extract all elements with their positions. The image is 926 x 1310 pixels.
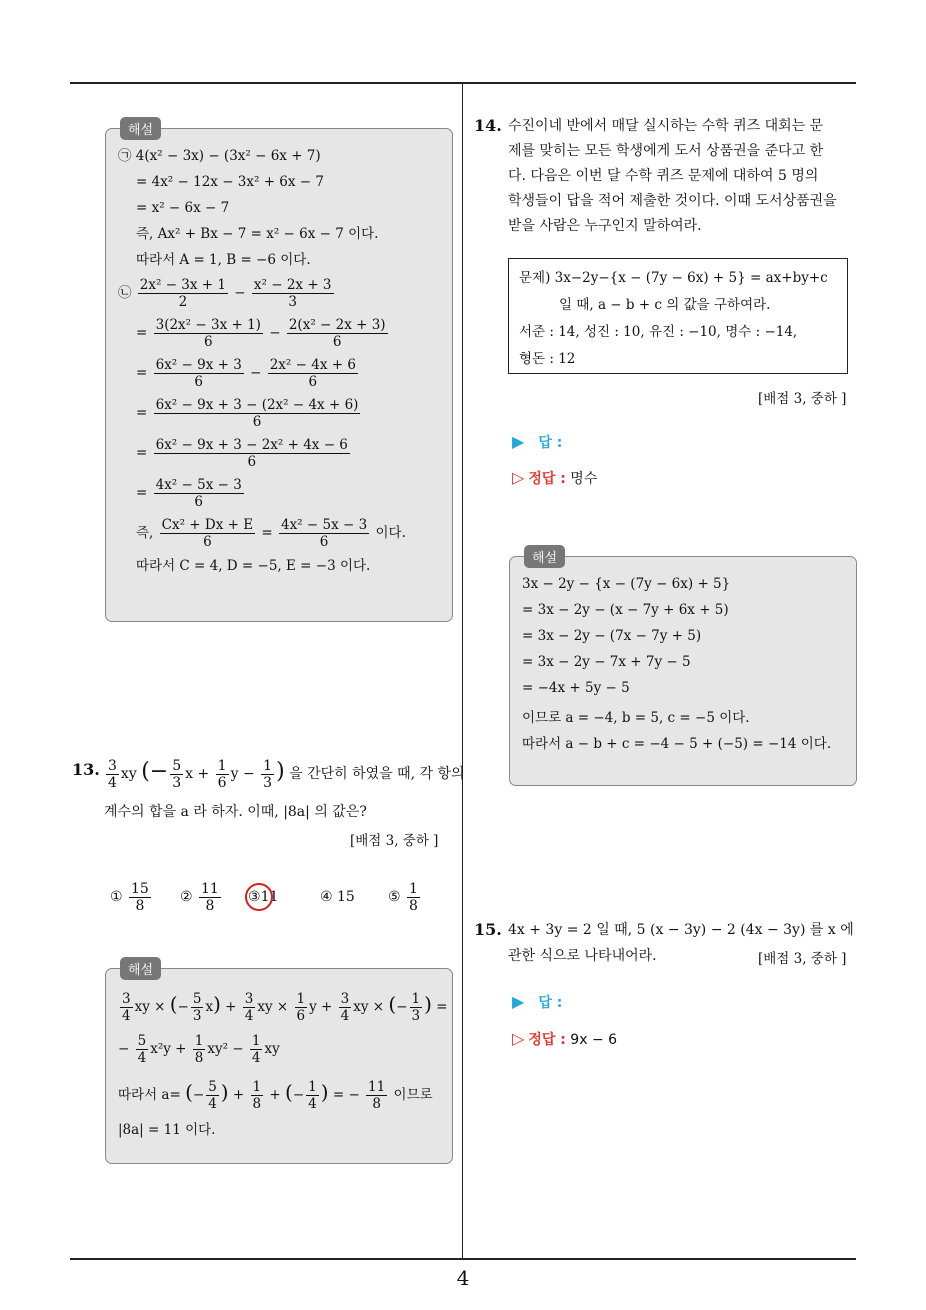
- sol-line: 따라서 C = 4, D = −5, E = −3 이다.: [136, 558, 371, 574]
- fraction: $\frac{\text{6x² − 9x + 3 − (2x² − 4x + 6)}}{6}$: [155, 397, 359, 430]
- correct-value: 9x − 6: [570, 1032, 618, 1048]
- problem-line: 서준 : 14, 성진 : 10, 유진 : −10, 명수 : −14,: [519, 324, 798, 340]
- sol-line: = $\frac{\text{6x² − 9x + 3}}{6}$ − $\frac{\text{2x² − 4x + 6}}{6}$: [136, 357, 356, 390]
- sol-line: 이므로 a = −4, b = 5, c = −5 이다.: [522, 710, 750, 726]
- choice-4[interactable]: ④ 15: [320, 889, 355, 905]
- fraction: $\frac{\text{3(2x² − 3x + 1)}}{6}$: [155, 317, 261, 350]
- q13-text-1: 을 간단히 하였을 때, 각 항의: [289, 766, 465, 782]
- q13-score: [배점 3, 중하 ]: [350, 833, 439, 849]
- sol-line: |8a| = 11 이다.: [118, 1122, 216, 1138]
- correct-arrow-icon: ▷: [512, 1029, 525, 1048]
- sol-line: = x² − 6x − 7: [136, 200, 230, 216]
- choice-5[interactable]: ⑤ $\frac{1}{8}$: [388, 880, 418, 914]
- fraction: $\frac{\text{6x² − 9x + 3}}{6}$: [155, 357, 242, 390]
- fraction: $\frac{\text{x² − 2x + 3}}{3}$: [253, 277, 332, 310]
- sol-line: 따라서 a= (− $\frac{5}{4}$ ) + $\frac{1}{8}$ + (− $\frac{1}{4}$ ) = − $\frac{11}{8}$ 이므로: [118, 1079, 433, 1112]
- answer-circle-mark: [245, 883, 273, 911]
- solution-tag: 해설: [120, 957, 161, 980]
- solution-tag: 해설: [120, 117, 161, 140]
- fraction: $\frac{\text{2x² − 4x + 6}}{6}$: [269, 357, 356, 390]
- q13-text-2: 계수의 합을 a 라 하자. 이때, |8a| 의 값은?: [104, 804, 367, 820]
- fraction: $\frac{\text{6x² − 9x + 3 − 2x² + 4x − 6}}{6}$: [155, 437, 348, 470]
- solution-tag: 해설: [524, 545, 565, 568]
- q13-solution-box: [105, 963, 453, 1164]
- sol-line: = $\frac{\text{4x² − 5x − 3}}{6}$: [136, 477, 242, 510]
- sol-line: ㉡ $\frac{\text{2x² − 3x + 1}}{2}$ − $\frac{\text{x² − 2x + 3}}{3}$: [118, 277, 332, 310]
- fraction: $\frac{\text{4x² − 5x − 3}}{6}$: [155, 477, 242, 510]
- q15-line-2: 관한 식으로 나타내어라.: [508, 948, 657, 964]
- sol-line: 즉, $\frac{\text{Cx² + Dx + E}}{6}$ = $\frac{\text{4x² − 5x − 3}}{6}$ 이다.: [136, 517, 406, 550]
- q14-text: 수진이네 반에서 매달 실시하는 수학 퀴즈 대회는 문 제를 맞히는 모든 학생에게 도서 상품권을 준다고 한 다. 다음은 이번 달 수학 퀴즈 문제에 대하여 5 명의 학생들이 답을 적어 제출한 것이다. 이때 도서상품권을 받을 사람은 누구인지 말하여라.: [508, 118, 837, 234]
- sol-line: 즉, Ax² + Bx − 7 = x² − 6x − 7 이다.: [136, 226, 379, 242]
- sol-line: = 4x² − 12x − 3x² + 6x − 7: [136, 174, 324, 190]
- q15-answer-row: ▶ 답 :: [512, 992, 563, 1011]
- answer-arrow-icon: ▶: [512, 992, 525, 1011]
- sol-line: = $\frac{\text{6x² − 9x + 3 − 2x² + 4x − 6}}{6}$: [136, 437, 348, 470]
- problem-line: 일 때, a − b + c 의 값을 구하여라.: [559, 297, 771, 313]
- choice-1[interactable]: ① $\frac{15}{8}$: [110, 880, 149, 914]
- sol-line: = $\frac{\text{3(2x² − 3x + 1)}}{6}$ − $\frac{\text{2(x² − 2x + 3)}}{6}$: [136, 317, 386, 350]
- page-number: 4: [456, 1266, 470, 1290]
- question-number: 14.: [474, 116, 502, 135]
- q14-correct-row: ▷ 정답 : 명수: [512, 468, 598, 487]
- question-number: 15.: [474, 920, 502, 939]
- sol-line: = $\frac{\text{6x² − 9x + 3 − (2x² − 4x + 6)}}{6}$: [136, 397, 359, 430]
- problem-line: 문제) 3x−2y−{x − (7y − 6x) + 5} = ax+by+c: [519, 270, 828, 286]
- bottom-rule: [70, 1258, 856, 1260]
- q14-answer-row: ▶ 답 :: [512, 432, 563, 451]
- sol-line: = 3x − 2y − (7x − 7y + 5): [522, 628, 702, 644]
- q14-solution-box: [509, 551, 857, 786]
- fraction: $\frac{\text{2(x² − 2x + 3)}}{6}$: [288, 317, 386, 350]
- sol-line: ㉠ 4(x² − 3x) − (3x² − 6x + 7): [118, 148, 321, 164]
- q12-solution-box: [105, 123, 453, 622]
- q13-choices: [110, 877, 440, 917]
- q15-correct-row: ▷ 정답 : 9x − 6: [512, 1029, 618, 1048]
- q15-score: [배점 3, 중하 ]: [758, 951, 847, 967]
- choice-2[interactable]: ② $\frac{11}{8}$: [180, 880, 219, 914]
- correct-arrow-icon: ▷: [512, 468, 525, 487]
- fraction: $\frac{\text{2x² − 3x + 1}}{2}$: [139, 277, 226, 310]
- q14-score: [배점 3, 중하 ]: [758, 391, 847, 407]
- column-divider: [462, 83, 463, 1259]
- problem-line: 형돈 : 12: [519, 351, 576, 367]
- q14-problem-box: [508, 258, 848, 374]
- sol-line: − $\frac{5}{4}$ x²y + $\frac{1}{8}$ xy² − $\frac{1}{4}$ xy: [118, 1033, 280, 1066]
- q15-line-1: 4x + 3y = 2 일 때, 5 (x − 3y) − 2 (4x − 3y) 를 x 에: [508, 922, 854, 938]
- sol-line: $\frac{3}{4}$ xy × (− $\frac{5}{3}$ x) + $\frac{3}{4}$ xy × $\frac{1}{6}$ y + $\frac{3}{4}$ xy × (− $\frac{1}{3}$ ) =: [122, 991, 448, 1024]
- sol-line: = −4x + 5y − 5: [522, 680, 630, 696]
- sol-line: 3x − 2y − {x − (7y − 6x) + 5}: [522, 576, 731, 592]
- top-rule: [70, 82, 856, 84]
- question-number: 13.: [72, 760, 100, 779]
- correct-value: 명수: [570, 471, 598, 487]
- q13-expression: $\frac{3}{4}$ xy (− $\frac{5}{3}$ x + $\frac{1}{6}$ y − $\frac{1}{3}$ ) 을 간단히 하였을 때, 각 항의: [108, 757, 465, 791]
- answer-arrow-icon: ▶: [512, 432, 525, 451]
- sol-line: 따라서 a − b + c = −4 − 5 + (−5) = −14 이다.: [522, 736, 832, 752]
- sol-line: = 3x − 2y − (x − 7y + 6x + 5): [522, 602, 729, 618]
- fraction: $\frac{\text{4x² − 5x − 3}}{6}$: [280, 517, 368, 550]
- fraction: $\frac{\text{Cx² + Dx + E}}{6}$: [161, 517, 254, 550]
- circle-label: ㉡: [118, 285, 132, 301]
- sol-line: = 3x − 2y − 7x + 7y − 5: [522, 654, 691, 670]
- sol-line: 따라서 A = 1, B = −6 이다.: [136, 252, 311, 268]
- choice-3[interactable]: ③ 11: [248, 877, 278, 917]
